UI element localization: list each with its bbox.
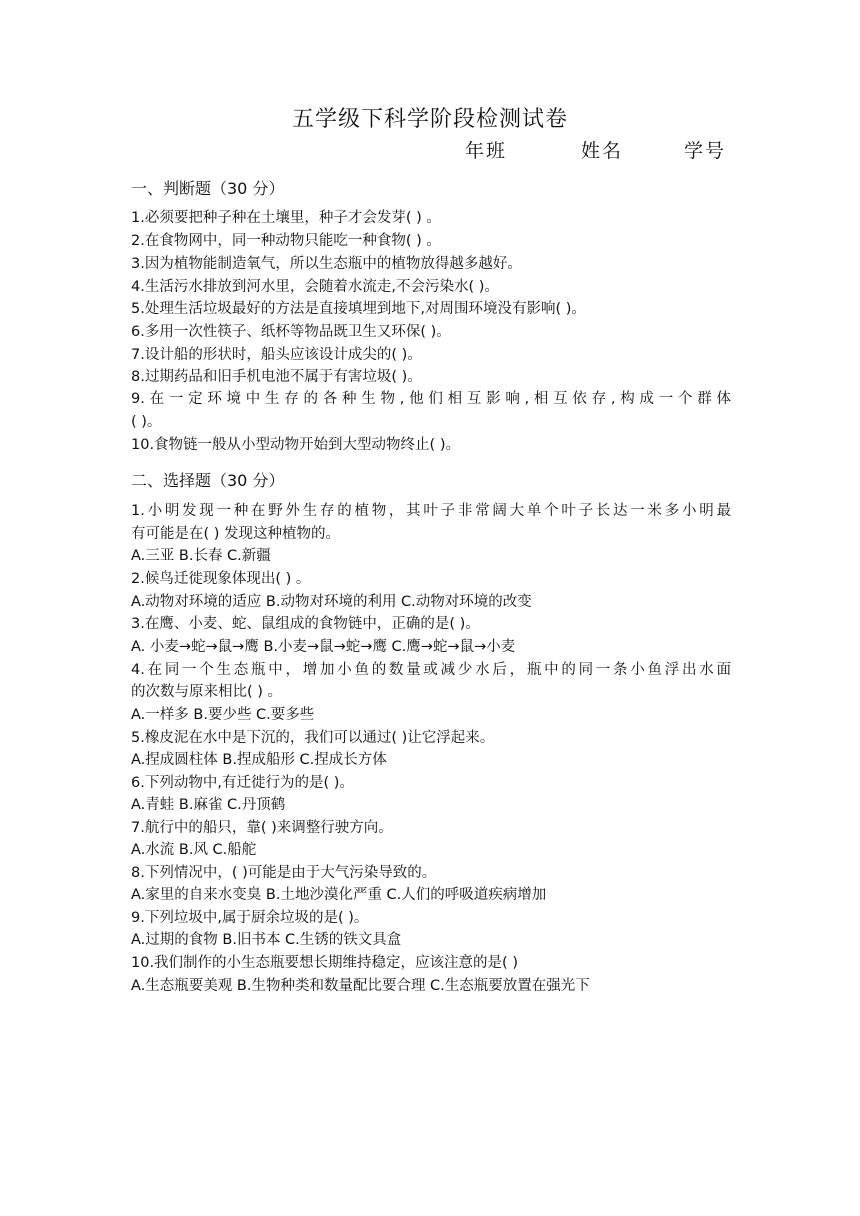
tf-question-10: 10.食物链一般从小型动物开始到大型动物终止( )。 (131, 437, 460, 453)
mc-question-7: 7.航行中的船只，靠( )来调整行驶方向。 (131, 820, 393, 836)
mc-question-5: 5.橡皮泥在水中是下沉的，我们可以通过( )让它浮起来。 (131, 730, 495, 746)
tf-question-8: 8.过期药品和旧手机电池不属于有害垃圾( )。 (131, 369, 422, 385)
tf-question-4: 4.生活污水排放到河水里，会随着水流走,不会污染水( )。 (131, 279, 499, 295)
tf-question-2: 2.在食物网中，同一种动物只能吃一种食物( ) 。 (131, 233, 441, 249)
class-label: 年班 (465, 140, 508, 162)
mc-question-3-options: A. 小麦→蛇→鼠→鹰 B.小麦→鼠→蛇→鹰 C.鹰→蛇→鼠→小麦 (131, 639, 516, 655)
mc-question-1-continued: 有可能是在( ) 发现这种植物的。 (131, 526, 341, 542)
mc-question-8-options: A.家里的自来水变臭 B.土地沙漠化严重 C.人们的呼吸道疾病增加 (131, 887, 547, 903)
mc-question-4-continued: 的次数与原来相比( ) 。 (131, 684, 283, 700)
mc-question-6-options: A.青蛙 B.麻雀 C.丹顶鹤 (131, 797, 286, 813)
mc-question-3: 3.在鹰、小麦、蛇、鼠组成的食物链中，正确的是( )。 (131, 616, 480, 632)
tf-question-7: 7.设计船的形状时，船头应该设计成尖的( )。 (131, 347, 422, 363)
mc-question-2-options: A.动物对环境的适应 B.动物对环境的利用 C.动物对环境的改变 (131, 594, 532, 610)
mc-question-10-options: A.生态瓶要美观 B.生物种类和数量配比要合理 C.生态瓶要放置在强光下 (131, 978, 590, 994)
mc-question-4: 4.在同一个生态瓶中，增加小鱼的数量或减少水后，瓶中的同一条小鱼浮出水面 (131, 662, 731, 678)
mc-question-9: 9.下列垃圾中,属于厨余垃圾的是( )。 (131, 910, 369, 926)
exam-title: 五学级下科学阶段检测试卷 (291, 107, 568, 132)
tf-question-5: 5.处理生活垃圾最好的方法是直接填埋到地下,对周围环境没有影响( )。 (131, 301, 586, 317)
tf-question-9-continued: ( )。 (131, 414, 162, 430)
mc-question-10: 10.我们制作的小生态瓶要想长期维持稳定，应该注意的是( ) (131, 955, 518, 971)
tf-question-9: 9.在一定环境中生存的各种生物,他们相互影响,相互依存,构成一个群体 (131, 391, 731, 407)
mc-question-8: 8.下列情况中，( )可能是由于大气污染导致的。 (131, 865, 437, 881)
mc-question-4-options: A.一样多 B.要少些 C.要多些 (131, 707, 315, 723)
mc-question-1-options: A.三亚 B.长春 C.新疆 (131, 548, 271, 564)
mc-question-7-options: A.水流 B.风 C.船舵 (131, 842, 257, 858)
mc-question-1: 1.小明发现一种在野外生存的植物，其叶子非常阔大单个叶子长达一米多小明最 (131, 503, 731, 519)
tf-question-3: 3.因为植物能制造氧气，所以生态瓶中的植物放得越多越好。 (131, 256, 522, 272)
name-label: 姓名 (581, 140, 624, 162)
tf-question-6: 6.多用一次性筷子、纸杯等物品既卫生又环保( )。 (131, 324, 451, 340)
mc-question-6: 6.下列动物中,有迁徙行为的是( )。 (131, 775, 354, 791)
mc-question-9-options: A.过期的食物 B.旧书本 C.生锈的铁文具盒 (131, 932, 402, 948)
section-choice-heading: 二、选择题（30 分） (131, 471, 285, 490)
student-id-label: 学号 (684, 140, 727, 162)
section-true-false-heading: 一、判断题（30 分） (131, 179, 285, 198)
mc-question-5-options: A.捏成圆柱体 B.捏成船形 C.捏成长方体 (131, 752, 387, 768)
tf-question-1: 1.必须要把种子种在土壤里，种子才会发芽( ) 。 (131, 210, 441, 226)
mc-question-2: 2.候鸟迁徙现象体现出( ) 。 (131, 571, 311, 587)
